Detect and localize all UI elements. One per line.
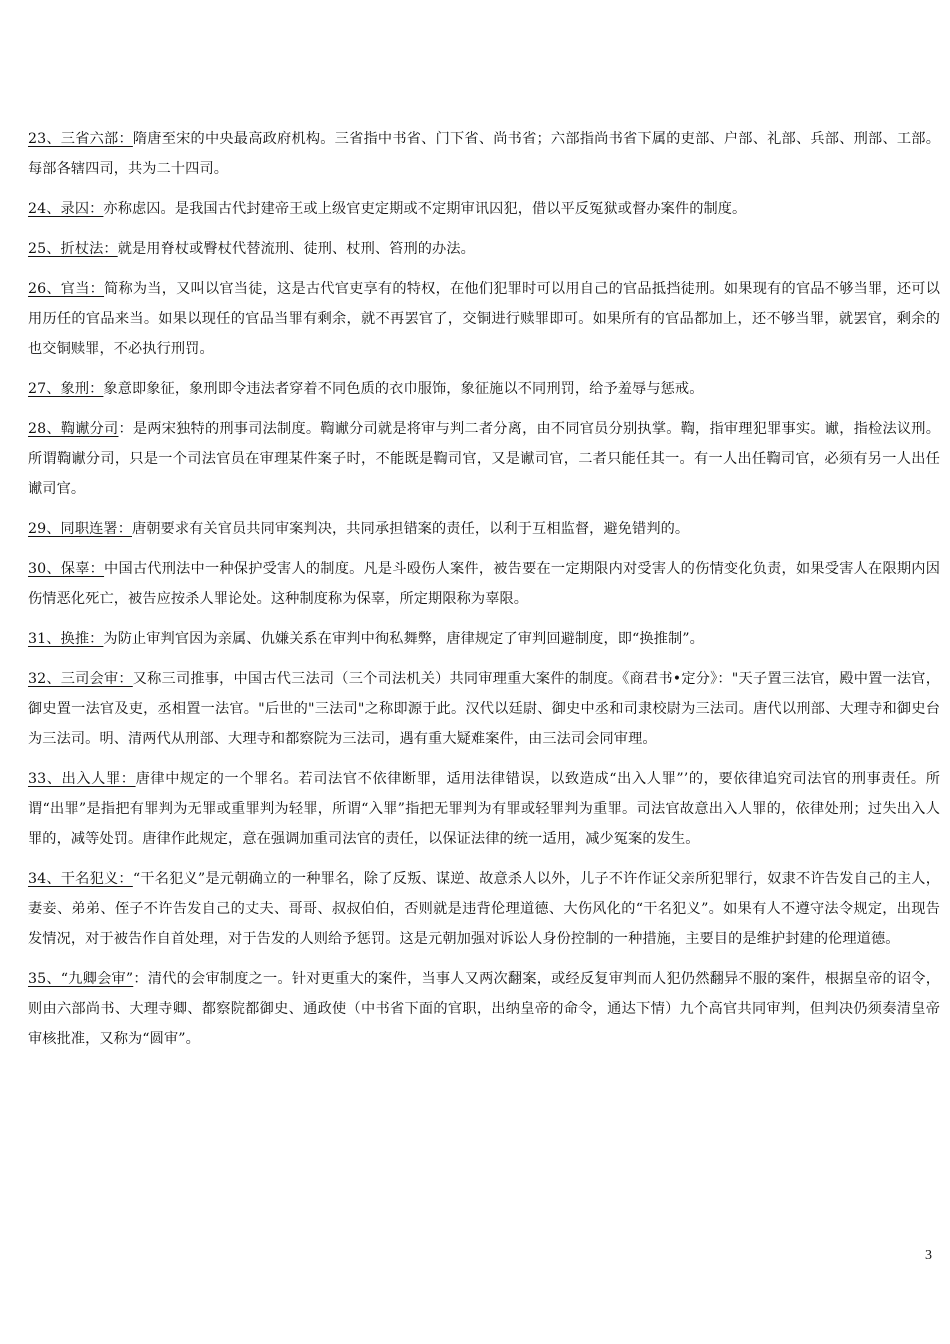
entry-term: 24、录囚：: [28, 201, 104, 217]
entry-35: [28, 964, 940, 1054]
entry-27: [28, 374, 940, 404]
entry-text: 亦称虑囚。是我国古代封建帝王或上级官吏定期或不定期审讯囚犯，借以平反冤狱或督办案件的制度。: [103, 201, 747, 217]
entry-text: 隋唐至宋的中央最高政府机构。三省指中书省、门下省、尚书省；六部指尚书省下属的吏部、户部、礼部、兵部、刑部、工部。每部各辖四司，共为二十四司。: [28, 131, 940, 177]
entry-term: 26、官当：: [28, 281, 105, 297]
entry-term: 31、换推：: [28, 631, 104, 647]
entry-term: 28、鞫谳分司: [28, 421, 119, 437]
entry-24: [28, 194, 940, 224]
entry-33: [28, 764, 940, 854]
entry-29: [28, 514, 940, 544]
entry-31: [28, 624, 940, 654]
entry-term: 34、干名犯义：: [28, 871, 133, 887]
entry-26: [28, 274, 940, 364]
entry-text: 为防止审判官因为亲属、仇嫌关系在审判中徇私舞弊，唐律规定了审判回避制度，即“换推制”。: [103, 631, 704, 647]
document-body: [28, 124, 940, 1064]
entry-32: [28, 664, 940, 754]
entry-text: 中国古代刑法中一种保护受害人的制度。凡是斗殴伤人案件，被告要在一定期限内对受害人的伤情变化负责，如果受害人在限期内因伤情恶化死亡，被告应按杀人罪论处。这种制度称为保辜，所定期限称为辜限。: [28, 561, 940, 607]
entry-text: 象意即象征，象刑即令违法者穿着不同色质的衣巾服饰，象征施以不同刑罚，给予羞辱与惩戒。: [103, 381, 704, 397]
entry-34: [28, 864, 940, 954]
entry-text: ：是两宋独特的刑事司法制度。鞫谳分司就是将审与判二者分离，由不同官员分别执掌。鞫，指审理犯罪事实。谳，指检法议刑。所谓鞫谳分司，只是一个司法官员在审理某件案子时，不能既是鞫司官，又是谳司官，二者只能任其一。有一人出任鞫司官，必须有另一人出任谳司官。: [28, 421, 940, 497]
entry-term: 35、“九卿会审”: [28, 971, 134, 987]
entry-term: 23、三省六部：: [28, 131, 133, 147]
entry-28: [28, 414, 940, 504]
page-number: 3: [925, 1248, 932, 1263]
entry-text: 简称为当，又叫以官当徒，这是古代官吏享有的特权，在他们犯罪时可以用自己的官品抵挡徒刑。如果现有的官品不够当罪，还可以用历任的官品来当。如果以现任的官品当罪有剩余，就不再罢官了，交铜进行赎罪即可。如果所有的官品都加上，还不够当罪，就罢官，剩余的也交铜赎罪，不必执行刑罚。: [28, 281, 940, 357]
entry-23: [28, 124, 940, 184]
entry-term: 33、出入人罪：: [28, 771, 136, 787]
entry-term: 30、保辜：: [28, 561, 105, 577]
entry-text: ：清代的会审制度之一。针对更重大的案件，当事人又两次翻案，或经反复审判而人犯仍然翻异不服的案件，根据皇帝的诏令，则由六部尚书、大理寺卿、都察院都御史、通政使（中书省下面的官职，出纳皇帝的命令，通达下情）九个高官共同审判，但判决仍须奏清皇帝审核批准，又称为“圆审”。: [28, 971, 940, 1047]
entry-25: [28, 234, 940, 264]
entry-term: 25、折杖法：: [28, 241, 118, 257]
entry-text: 唐律中规定的一个罪名。若司法官不依律断罪，适用法律错误，以致造成“出入人罪”’的，要依律追究司法官的刑事责任。所谓“出罪”是指把有罪判为无罪或重罪判为轻罪，所谓“入罪”指把无罪判为有罪或轻罪判为重罪。司法官故意出入人罪的，依律处刑；过失出入人罪的，减等处罚。唐律作此规定，意在强调加重司法官的责任，以保证法律的统一适用，减少冤案的发生。: [28, 771, 940, 847]
entry-text: 唐朝要求有关官员共同审案判决，共同承担错案的责任，以利于互相监督，避免错判的。: [131, 521, 690, 537]
entry-text: 就是用脊杖或臀杖代替流刑、徒刑、杖刑、笞刑的办法。: [117, 241, 475, 257]
entry-text: 又称三司推事，中国古代三法司（三个司法机关）共同审理重大案件的制度。《商君书•定分》："天子置三法官，殿中置一法官，御史置一法官及吏，丞相置一法官。"后世的"三法司"之称即源于此。汉代以廷尉、御史中丞和司隶校尉为三法司。唐代以刑部、大理寺和御史台为三法司。明、清两代从刑部、大理寺和都察院为三法司，遇有重大疑难案件，由三法司会同审理。: [28, 671, 940, 747]
entry-term: 27、象刑：: [28, 381, 104, 397]
entry-term: 29、同职连署：: [28, 521, 132, 537]
entry-term: 32、三司会审：: [28, 671, 133, 687]
entry-text: “干名犯义”是元朝确立的一种罪名，除了反叛、谋逆、故意杀人以外，儿子不许作证父亲所犯罪行，奴隶不许告发自己的主人，妻妾、弟弟、侄子不许告发自己的丈夫、哥哥、叔叔伯伯，否则就是违背伦理道德、大伤风化的“干名犯义”。如果有人不遵守法令规定，出现告发情况，对于被告作自首处理，对于告发的人则给予惩罚。这是元朝加强对诉讼人身份控制的一种措施，主要目的是维护封建的伦理道德。: [28, 871, 940, 947]
entry-30: [28, 554, 940, 614]
